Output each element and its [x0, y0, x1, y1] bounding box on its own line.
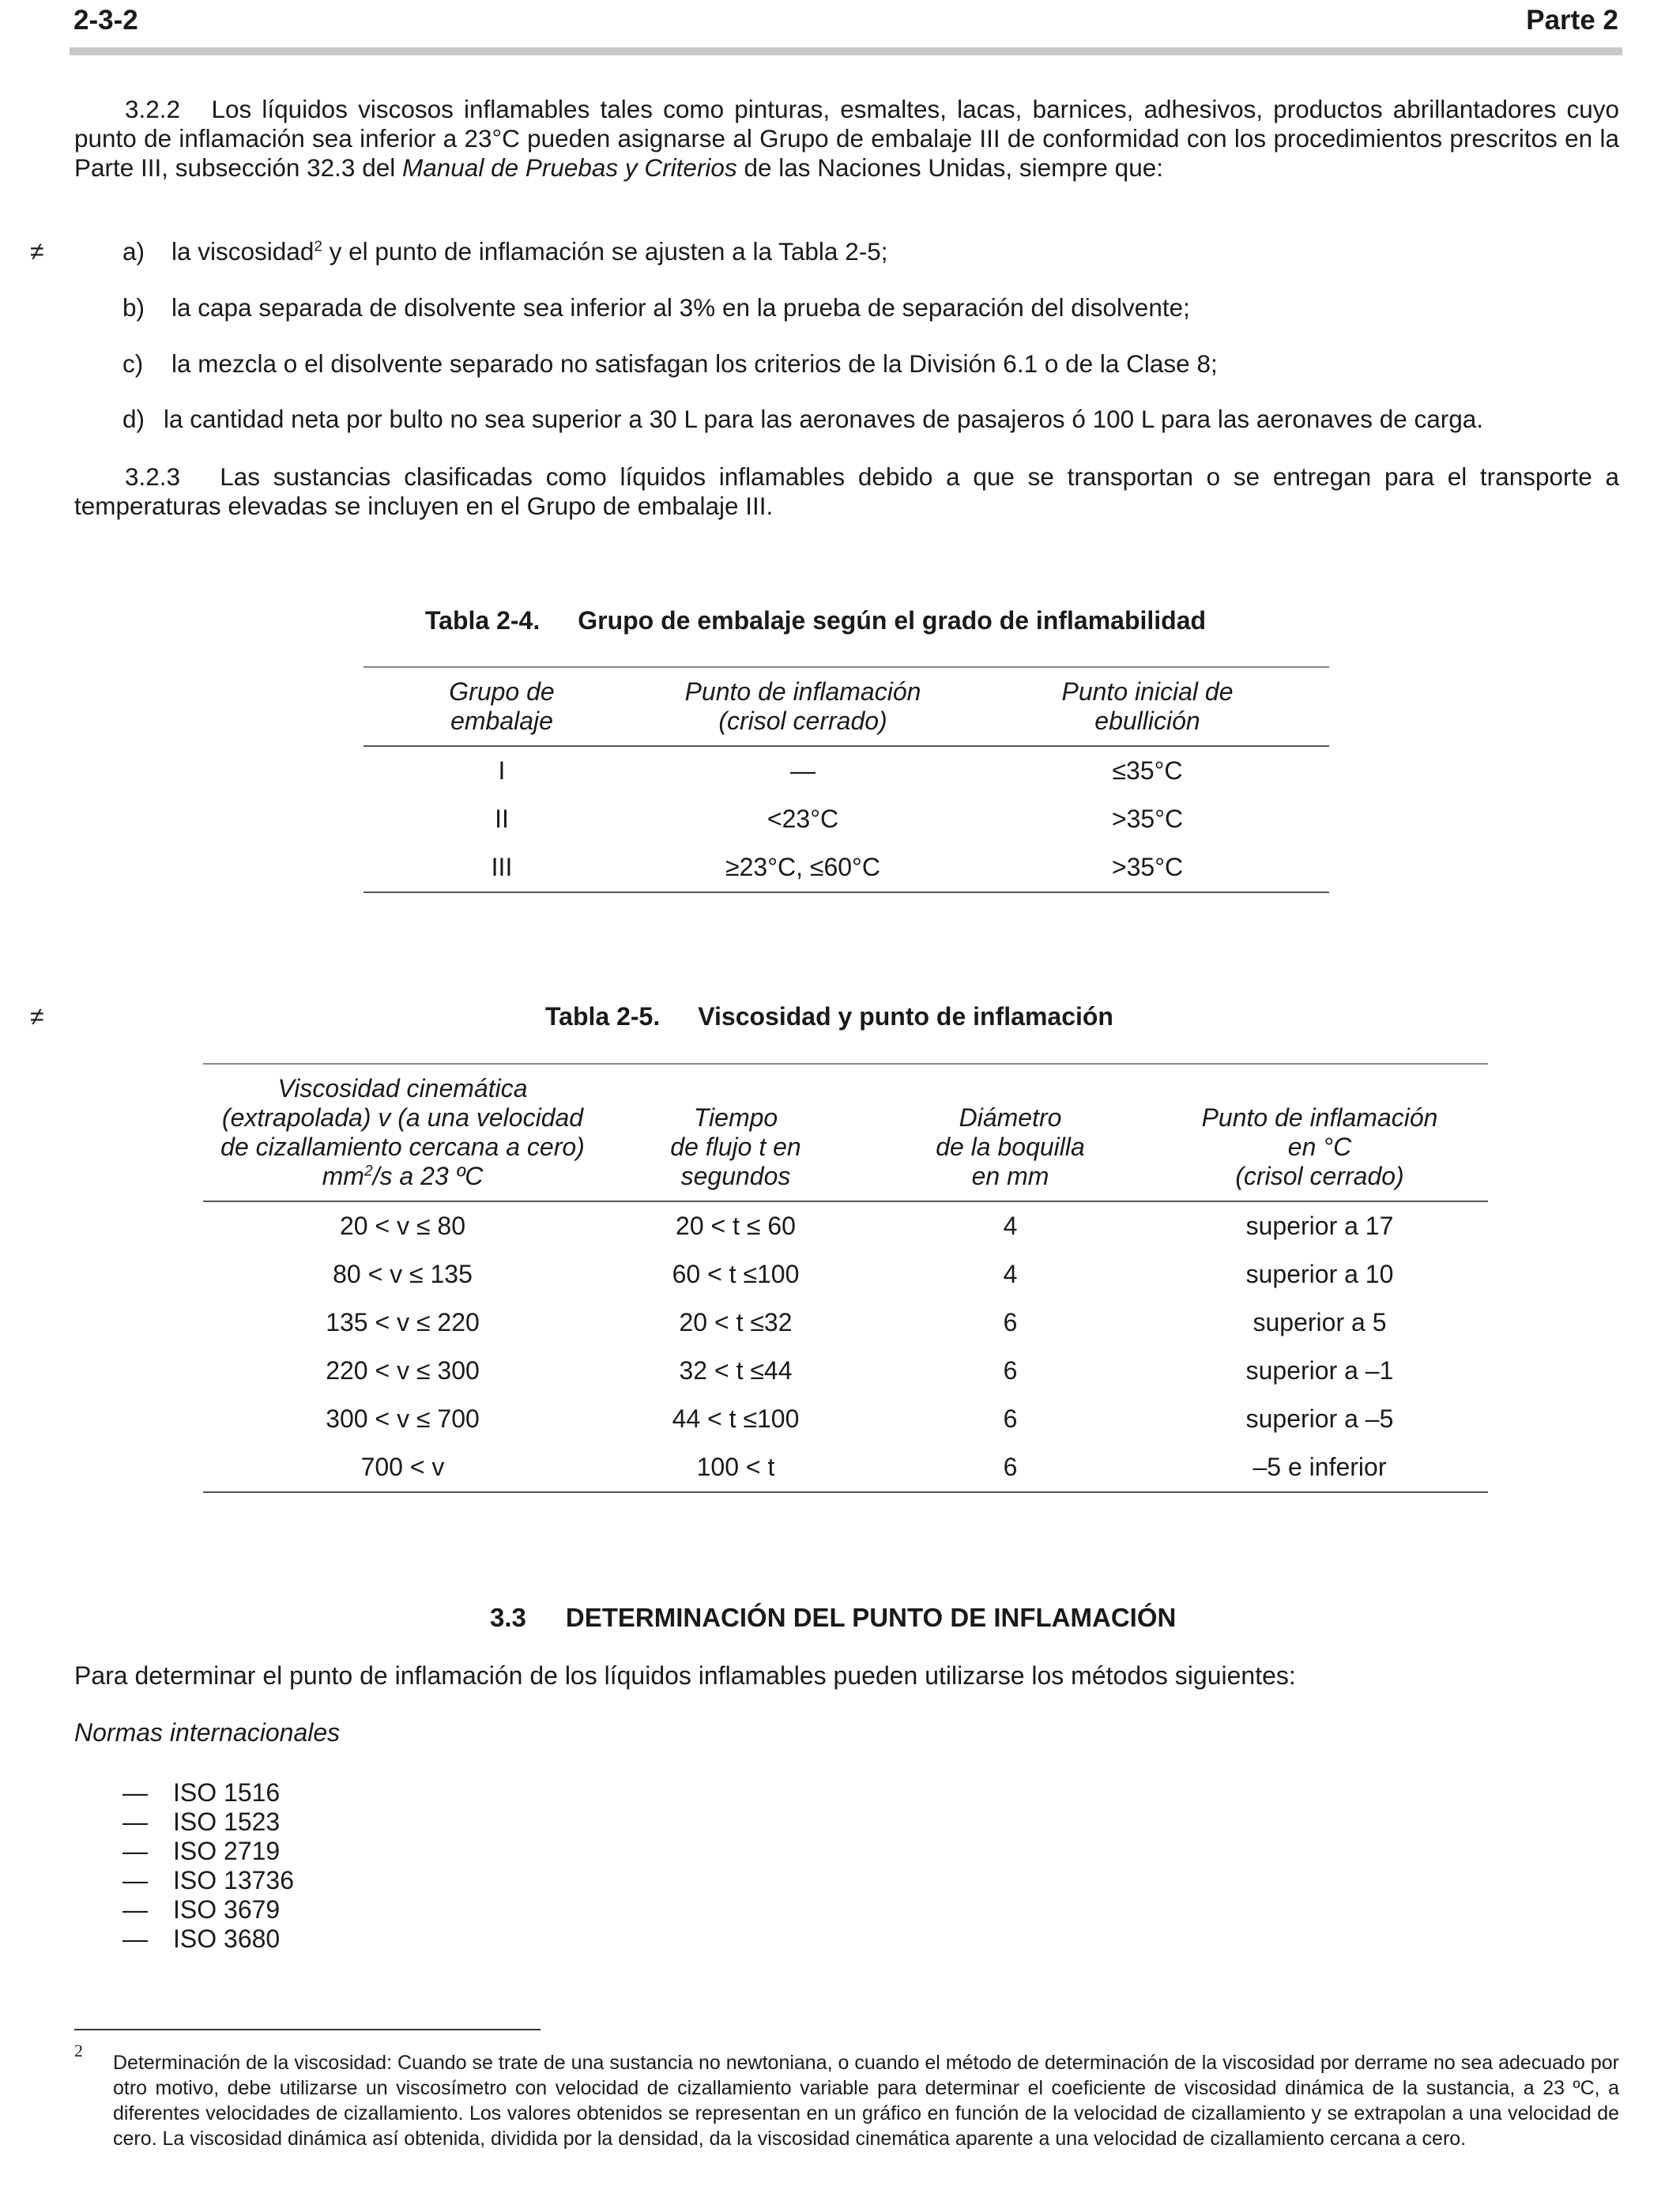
table-2-5-caption: Tabla 2-5. Viscosidad y punto de inflamación	[545, 1002, 1113, 1031]
list-item: — ISO 3680	[122, 1924, 281, 1953]
list-item-c: c) la mezcla o el disolvente separado no satisfagan los criterios de la División 6.1 o de la Clase 8;	[122, 349, 1218, 378]
list-item-b: b) la capa separada de disolvente sea inferior al 3% en la prueba de separación del disolvente;	[122, 293, 1190, 322]
table-row: 135 < v ≤ 220 20 < t ≤32 6 superior a 5	[326, 1308, 1387, 1336]
intro-text: Para determinar el punto de inflamación de los líquidos inflamables pueden utilizarse los métodos siguientes:	[74, 1661, 1296, 1690]
paragraph-3-2-2: 3.2.2 Los líquidos viscosos inflamables tales como pinturas, esmaltes, lacas, barnices, adhesivos, productos abrillantadores cuyo punto de inflamación sea inferior a 23°C pueden asignarse al Grupo de embalaje III de conformidad con los procedimientos prescritos en la Parte III, subsección 32.3 del Manual de Pruebas y Criterios de las Naciones Unidas, siempre que:	[74, 95, 1619, 182]
table-row: III ≥23°C, ≤60°C >35°C	[491, 853, 1184, 881]
header-rule	[70, 47, 1622, 55]
paragraph-3-2-3: 3.2.3 Las sustancias clasificadas como líquidos inflamables debido a que se transportan o se entregan para el transporte a temperaturas elevadas se incluyen en el Grupo de embalaje III.	[74, 462, 1619, 520]
paragraph-number: 3.2.2	[125, 95, 181, 123]
section-heading: 3.3 DETERMINACIÓN DEL PUNTO DE INFLAMACIÓN	[490, 1603, 1177, 1632]
col-header-viscosidad: Viscosidad cinemática (extrapolada) v (a una velocidad de cizallamiento cercana a cero) $mm^2/s$ a 23 ºC	[220, 1074, 585, 1190]
table-2-4-caption: Tabla 2-4. Grupo de embalaje según el grado de inflamabilidad	[425, 606, 1207, 635]
table-row: 700 < v 100 < t 6 –5 e inferior	[360, 1453, 1387, 1481]
col-header-diametro: Diámetro de la boquilla en mm	[936, 1103, 1085, 1190]
list-item-a: a) la viscosidad$^2$ y el punto de inflamación se ajusten a la Tabla 2-5;	[122, 237, 888, 266]
paragraph-number: 3.2.3	[125, 462, 181, 491]
list-item: — ISO 3679	[122, 1895, 281, 1924]
list-item: — ISO 1516	[122, 1778, 281, 1807]
col-header-punto-ebullicion: Punto inicial de ebullición	[1061, 677, 1234, 735]
table-row: I — ≤35°C	[498, 756, 1183, 785]
table-row: 20 < v ≤ 80 20 < t ≤ 60 4 superior a 17	[340, 1212, 1394, 1240]
table-header-row	[203, 1064, 1488, 1201]
part-label: Parte 2	[1526, 5, 1618, 36]
footnote-rule	[74, 2029, 541, 2030]
page-number: 2-3-2	[73, 5, 138, 36]
col-header-punto-inflamacion: Punto de inflamación en °C (crisol cerrado)	[1201, 1103, 1438, 1190]
norms-list	[122, 1778, 294, 1954]
list-item: — ISO 1523	[122, 1808, 281, 1836]
manual-title: Manual de Pruebas y Criterios	[402, 153, 737, 182]
list-item: — ISO 2719	[122, 1837, 281, 1865]
table-row: 80 < v ≤ 135 60 < t ≤100 4 superior a 10	[333, 1260, 1394, 1288]
table-row: II <23°C >35°C	[495, 805, 1184, 833]
table-2-5	[203, 1063, 1488, 1493]
table-row: 300 < v ≤ 700 44 < t ≤100 6 superior a –5	[326, 1404, 1394, 1433]
footnote-text: Determinación de la viscosidad: Cuando se trate de una sustancia no newtoniana, o cuando el método de determinación de la viscosidad por derrame no sea adecuado por otro motivo, debe utilizarse un viscosímetro con velocidad de cizallamiento variable para determinar el coeficiente de viscosidad dinámica de la sustancia, a 23 ºC, a diferentes velocidades de cizallamiento. Los valores obtenidos se representan en un gráfico en función de la velocidad de cizallamiento y se extrapolan a una velocidad de cero. La viscosidad dinámica así obtenida, dividida por la densidad, da la viscosidad cinemática aparente a una velocidad de cizallamiento cercana a cero.	[113, 2052, 1619, 2150]
col-header-tiempo: Tiempo de flujo t en segundos	[670, 1103, 801, 1190]
table-header-row	[363, 667, 1329, 746]
col-header-grupo: Grupo de embalaje	[449, 677, 555, 735]
table-2-4	[363, 666, 1329, 893]
norms-heading: Normas internacionales	[74, 1718, 341, 1747]
change-marker: ≠	[30, 237, 44, 266]
table-row: 220 < v ≤ 300 32 < t ≤44 6 superior a –1	[326, 1356, 1394, 1385]
list-item-d: d) la cantidad neta por bulto no sea superior a 30 L para las aeronaves de pasajeros ó 100 L para las aeronaves de carga.	[122, 405, 1484, 433]
list-item: — ISO 13736	[122, 1866, 294, 1894]
footnote-mark: 2	[74, 2041, 83, 2060]
col-header-punto-inflamacion: Punto de inflamación (crisol cerrado)	[684, 677, 921, 735]
change-marker: ≠	[30, 1002, 44, 1031]
